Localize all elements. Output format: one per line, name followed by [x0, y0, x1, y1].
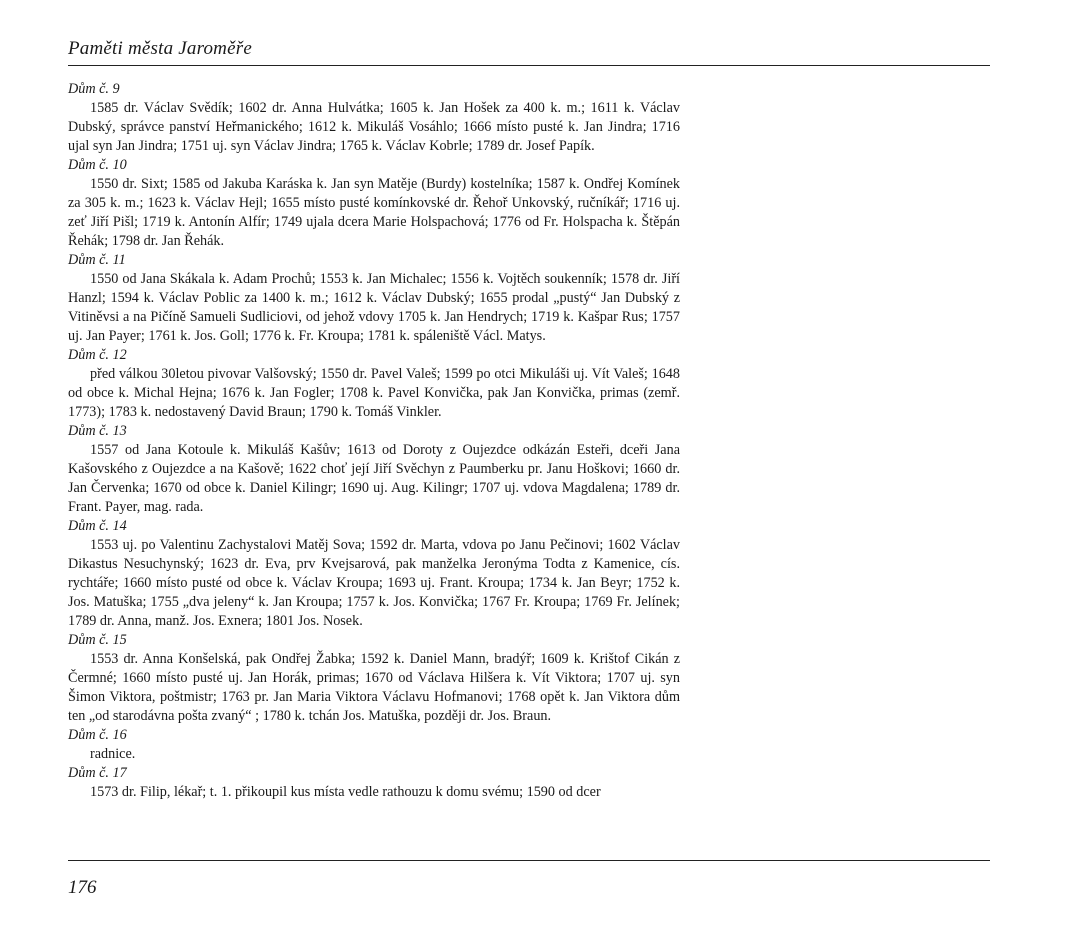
- house-entry: [68, 346, 680, 422]
- house-label: Dům č. 16: [68, 727, 127, 743]
- house-entry: [68, 251, 680, 346]
- house-text: před válkou 30letou pivovar Valšovský; 1550 dr. Pavel Valeš; 1599 po otci Mikuláši uj. Vít Valeš; 1648 od obce k. Michal Hejna; 1676 k. Jan Fogler; 1708 k. Pavel Konvička, pak Jan Konvička, primas (zemř. 1773); 1783 k. nedostavený David Braun; 1790 k. Tomáš Vinkler.: [68, 366, 680, 420]
- house-text: 1573 dr. Filip, lékař; t. 1. přikoupil kus místa vedle rathouzu k domu svému; 1590 od dcer: [90, 784, 601, 800]
- running-title: Paměti města Jaroměře: [68, 38, 252, 59]
- header-rule: [68, 65, 990, 66]
- house-label: Dům č. 13: [68, 423, 127, 439]
- house-label: Dům č. 17: [68, 765, 127, 781]
- house-text: 1553 uj. po Valentinu Zachystalovi Matěj Sova; 1592 dr. Marta, vdova po Janu Pečinovi; 1602 Václav Dikastus Nesuchynský; 1623 dr. Eva, prv Kvejsarová, pak manželka Jeronýma Todta z Kamenice, cís. rychtáře; 1660 místo pusté od obce k. Václav Kroupa; 1693 uj. Frant. Kroupa; 1734 k. Jan Beyr; 1752 k. Jos. Matuška; 1755 „dva jeleny“ k. Jan Kroupa; 1757 k. Jos. Konvička; 1767 Fr. Kroupa; 1769 Fr. Jelínek; 1789 dr. Anna, manž. Jos. Exnera; 1801 Jos. Nosek.: [68, 537, 680, 629]
- house-text: 1557 od Jana Kotoule k. Mikuláš Kašův; 1613 od Doroty z Oujezdce odkázán Esteři, dceři Jana Kašovského z Oujezdce a na Kašově; 1622 choť její Jiří Svěchyn z Paumberku pr. Janu Hoškovi; 1660 dr. Jan Červenka; 1670 od obce k. Daniel Kilingr; 1690 uj. Aug. Kilingr; 1707 uj. vdova Magdalena; 1789 dr. Frant. Payer, mag. rada.: [68, 442, 680, 515]
- house-entry: [68, 726, 680, 764]
- footer-rule: [68, 860, 990, 861]
- house-label: Dům č. 14: [68, 518, 127, 534]
- house-label: Dům č. 12: [68, 347, 127, 363]
- house-entry: [68, 631, 680, 726]
- page-body: [68, 80, 680, 802]
- house-entry: [68, 156, 680, 251]
- house-entry: [68, 764, 680, 802]
- house-label: Dům č. 9: [68, 81, 120, 97]
- house-entry: [68, 517, 680, 631]
- house-entry: [68, 80, 680, 156]
- house-text: 1553 dr. Anna Konšelská, pak Ondřej Žabka; 1592 k. Daniel Mann, bradýř; 1609 k. Krištof Cikán z Čermné; 1660 místo pusté uj. Jan Horák, primas; 1670 od Václava Hilšera k. Vít Viktora; 1707 uj. syn Šimon Viktora, poštmistr; 1763 pr. Jan Maria Viktora Václavu Hofmanovi; 1768 opět k. Jan Viktora dům ten „od starodávna pošta zvaný“ ; 1780 k. tchán Jos. Matuška, později dr. Jos. Braun.: [68, 651, 680, 724]
- page-number: 176: [68, 877, 97, 898]
- house-text: 1585 dr. Václav Svědík; 1602 dr. Anna Hulvátka; 1605 k. Jan Hošek za 400 k. m.; 1611 k. Václav Dubský, správce panství Heřmanického; 1612 k. Mikuláš Vosáhlo; 1666 místo pusté k. Jan Jindra; 1716 ujal syn Jan Jindra; 1751 uj. syn Václav Jindra; 1765 k. Václav Kobrle; 1789 dr. Josef Papík.: [68, 100, 680, 154]
- house-label: Dům č. 10: [68, 157, 127, 173]
- house-text: 1550 od Jana Skákala k. Adam Prochů; 1553 k. Jan Michalec; 1556 k. Vojtěch soukenník; 1578 dr. Jiří Hanzl; 1594 k. Václav Poblic za 1400 k. m.; 1612 k. Václav Dubský; 1655 prodal „pustý“ Jan Dubský z Vitiněvsi a na Pičíně Samueli Sudliciovi, od jehož vdovy 1705 k. Jan Hendrych; 1719 k. Kašpar Rus; 1757 uj. Jan Payer; 1761 k. Jos. Goll; 1776 k. Fr. Kroupa; 1781 k. spáleniště Václ. Matys.: [68, 271, 680, 344]
- house-label: Dům č. 15: [68, 632, 127, 648]
- house-text: 1550 dr. Sixt; 1585 od Jakuba Karáska k. Jan syn Matěje (Burdy) kostelníka; 1587 k. Ondřej Komínek za 305 k. m.; 1623 k. Václav Hejl; 1655 místo pusté komínkovské dr. Řehoř Unkovský, ručníkář; 1716 uj. zeť Jiří Pišl; 1719 k. Antonín Alfír; 1749 ujala dcera Marie Holspachová; 1776 od Fr. Holspacha k. Štěpán Řehák; 1798 dr. Jan Řehák.: [68, 176, 680, 249]
- house-label: Dům č. 11: [68, 252, 126, 268]
- house-text: radnice.: [90, 746, 136, 762]
- house-entry: [68, 422, 680, 517]
